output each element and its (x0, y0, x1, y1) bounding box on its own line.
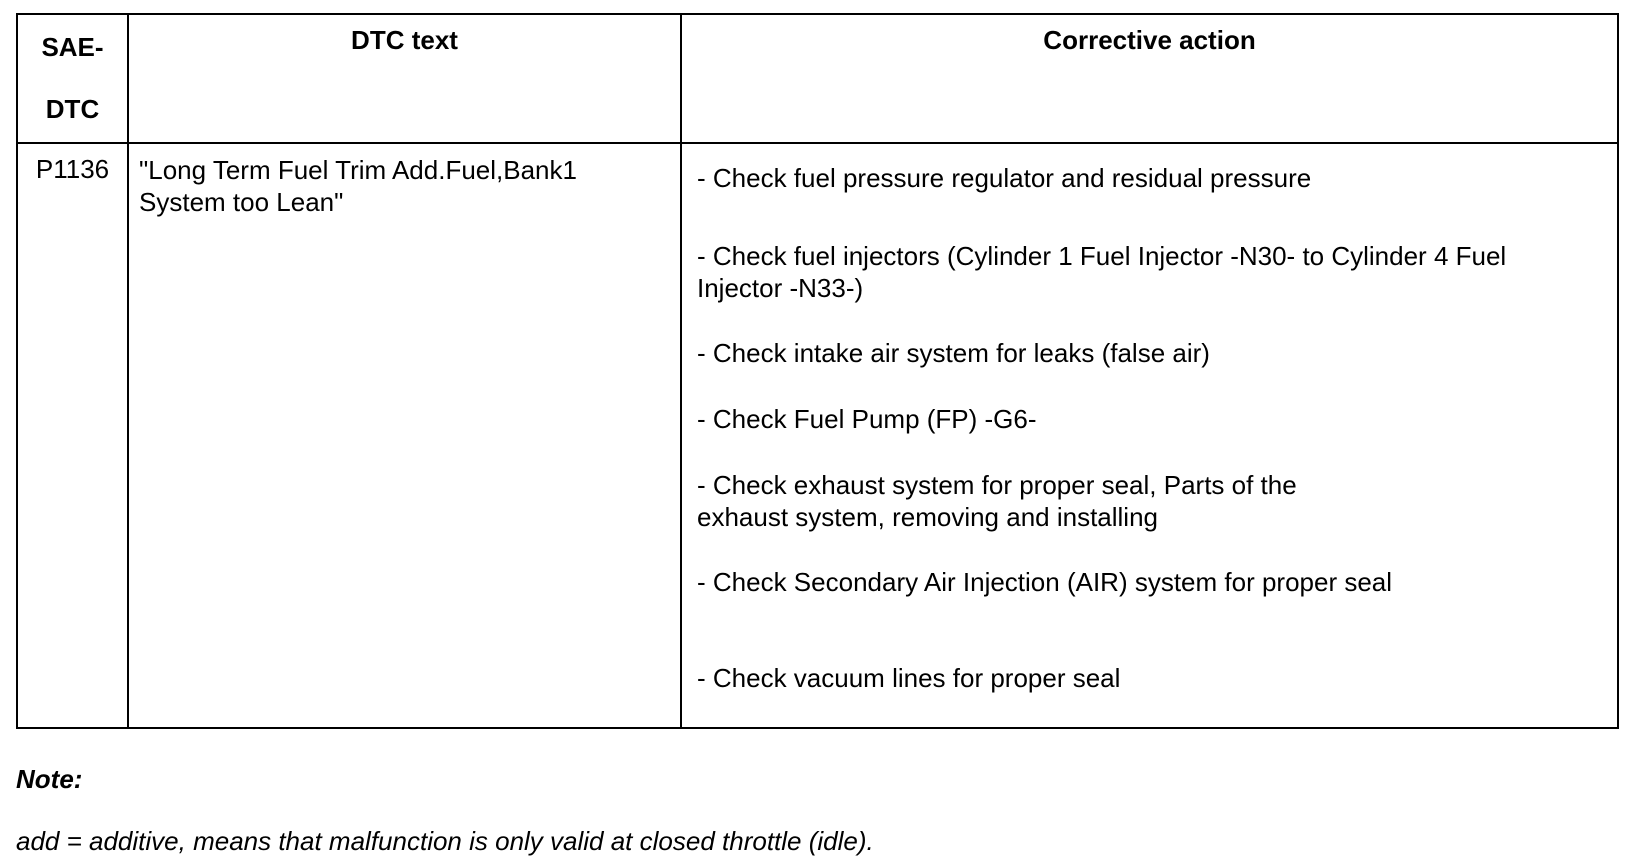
action-item: - Check intake air system for leaks (false air) (697, 338, 1210, 368)
header-sae-dtc-line2: DTC (45, 94, 100, 124)
dtc-text-cell (128, 143, 681, 728)
action-item: - Check fuel pressure regulator and residual pressure (697, 163, 1312, 193)
note-title: Note: (16, 764, 83, 794)
dtc-text: "Long Term Fuel Trim Add.Fuel,Bank1 System too Lean" (139, 155, 577, 217)
action-item: - Check Secondary Air Injection (AIR) system for proper seal (697, 567, 1393, 597)
dtc-table (16, 13, 1619, 729)
header-dtc-text: DTC text (128, 14, 681, 143)
table-header-row (17, 14, 1618, 143)
action-item: - Check vacuum lines for proper seal (697, 663, 1121, 693)
table-row (17, 143, 1618, 728)
action-item: - Check exhaust system for proper seal, Parts of the exhaust system, removing and installing (697, 470, 1297, 532)
header-sae-dtc-line1: SAE- (41, 32, 104, 62)
header-corrective-action: Corrective action (681, 14, 1618, 143)
dtc-code-cell: P1136 (17, 143, 128, 728)
header-sae-dtc (17, 14, 128, 143)
action-item: - Check fuel injectors (Cylinder 1 Fuel Injector -N30- to Cylinder 4 Fuel Injector -N33-) (697, 241, 1507, 303)
note-text: add = additive, means that malfunction is only valid at closed throttle (idle). (16, 826, 874, 856)
corrective-action-cell (681, 143, 1618, 728)
action-item: - Check Fuel Pump (FP) -G6- (697, 404, 1037, 434)
